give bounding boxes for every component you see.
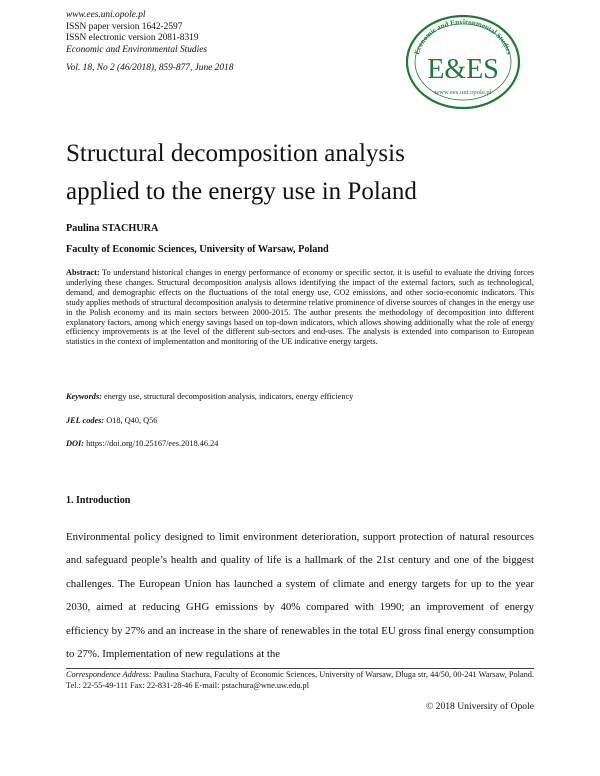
title-line-2: applied to the energy use in Poland (66, 178, 417, 205)
logo-monogram: E&ES (427, 54, 499, 85)
author-affiliation: Faculty of Economic Sciences, University of Warsaw, Poland (66, 244, 329, 255)
footnote-text: Paulina Stachura, Faculty of Economic Sciences, University of Warsaw, Dluga str, 44/50, 00-241 Warsaw, Poland. Tel.: 22-55-49-111 Fax: 22-831-28-46 E-mail: pstachura@wne.uw.edu.pl (66, 670, 534, 690)
doi-link[interactable]: https://doi.org/10.25167/ees.2018.46.24 (86, 439, 219, 448)
jel-text: O18, Q40, Q56 (106, 416, 158, 425)
abstract (66, 268, 534, 347)
section-body: Environmental policy designed to limit environment deterioration, support protection of natural resources and safeguard people’s health and quality of life is a hallmark of the 21st century and one of the biggest challenges. The European Union has launched a system of climate and energy targets for up to the year 2030, aimed at reducing GHG emissions by 40% compared with 1990; an improvement of energy efficiency by 27% and an increase in the share of renewables in the total EU gross final energy consumption to 27%. Implementation of new regulations at the (66, 531, 534, 661)
footnote-label: Correspondence Address: (66, 670, 152, 679)
journal-header (66, 10, 233, 75)
doi-label: DOI: (66, 439, 84, 448)
copyright: © 2018 University of Opole (425, 701, 534, 712)
title-line-1: Structural decomposition analysis (66, 140, 405, 167)
journal-url: www.ees.uni.opole.pl (66, 10, 146, 20)
author-name: Paulina STACHURA (66, 223, 159, 234)
keywords-label: Keywords: (66, 392, 102, 401)
keywords-text: energy use, structural decomposition analysis, indicators, energy efficiency (104, 392, 354, 401)
journal-logo (404, 12, 522, 110)
issn-electronic: ISSN electronic version 2081-8319 (66, 33, 199, 44)
doi (66, 439, 218, 448)
issn-paper: ISSN paper version 1642-2597 (66, 21, 183, 32)
abstract-label: Abstract: (66, 268, 100, 277)
logo-arc-text: Economic and Environmental Studies (412, 17, 514, 56)
paper-title (66, 135, 536, 211)
correspondence-footnote (66, 670, 534, 691)
jel-label: JEL codes: (66, 416, 105, 425)
volume-info: Vol. 18, No 2 (46/2018), 859-877, June 2018 (66, 63, 234, 74)
jel-codes (66, 416, 157, 425)
logo-url: www.ees.uni.opole.pl (434, 89, 492, 96)
section-heading: 1. Introduction (66, 495, 131, 506)
abstract-text: To understand historical changes in energy performance of economy or specific sector, it is useful to evaluate the driving forces underlying these changes. Structural decomposition analysis allows identifying the impact of the external factors, such as technological, demand, and demographic effects on the fluctuations of the total energy use, CO2 emissions, and other socio-economic indicators. This study applies methods of structural decomposition analysis to determine relative prominence of diverse sources of changes in the energy use in the Polish economy and its main sectors between 2000-2015. The author presents the methodology of decomposition into different explanatory factors, among which energy savings based on top-down indicators, which allows showing additionally what the role of energy efficiency improvements is at the level of the different sub-sectors and end-uses. The analysis is extended into comparison to European statistics in the context of implementation and monitoring of the UE indicative energy targets. (66, 268, 534, 347)
footnote-divider (66, 668, 534, 669)
keywords (66, 392, 534, 401)
journal-name: Economic and Environmental Studies (66, 44, 208, 55)
